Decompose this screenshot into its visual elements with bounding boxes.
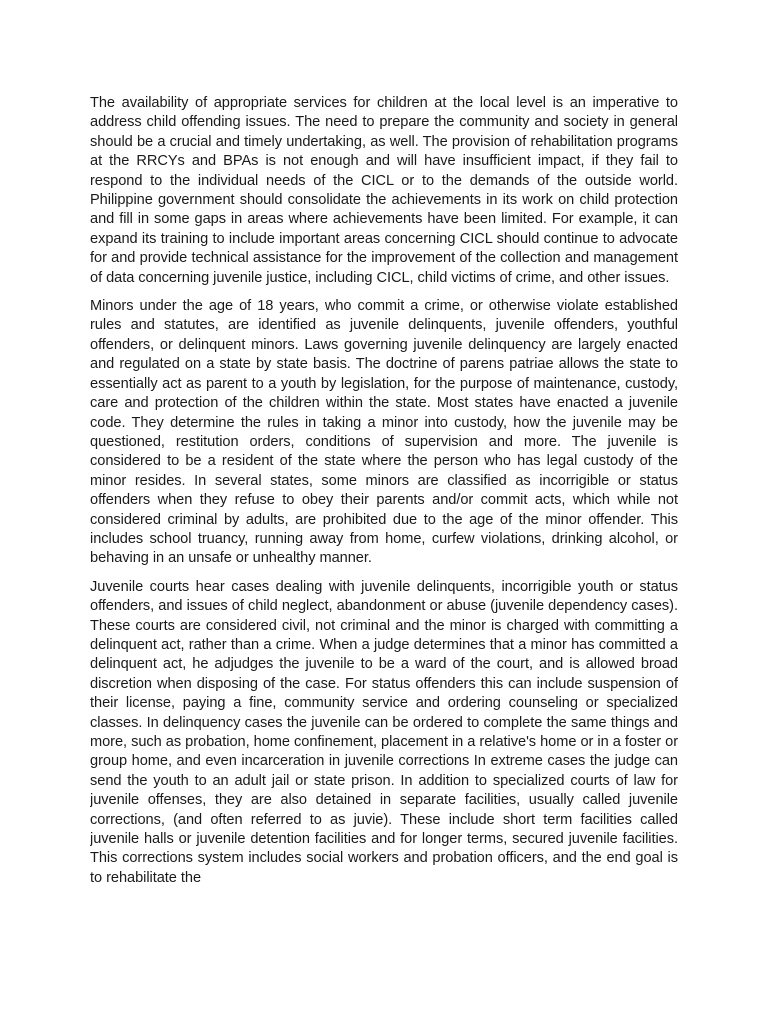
document-body: [90, 94, 678, 1014]
paragraph-2: Minors under the age of 18 years, who commit a crime, or otherwise violate established rules and statutes, are identified as juvenile delinquents, juvenile offenders, youthful offenders, or delinquent minors. Laws governing juvenile delinquency are largely enacted and regulated on a state by state basis. The doctrine of parens patriae allows the state to essentially act as parent to a youth by legislation, for the purpose of maintenance, custody, care and protection of the children within the state. Most states have enacted a juvenile code. They determine the rules in taking a minor into custody, how the juvenile may be questioned, restitution orders, conditions of supervision and more. The juvenile is considered to be a resident of the state where the person who has legal custody of the minor resides. In several states, some minors are classified as incorrigible or status offenders when they refuse to obey their parents and/or commit acts, which while not considered criminal by adults, are prohibited due to the age of the minor offender. This includes school truancy, running away from home, curfew violations, drinking alcohol, or behaving in an unsafe or unhealthy manner.: [90, 298, 678, 567]
paragraph-1: The availability of appropriate services for children at the local level is an imperative to address child offending issues. The need to prepare the community and society in general should be a crucial and timely undertaking, as well. The provision of rehabilitation programs at the RRCYs and BPAs is not enough and will have insufficient impact, if they fail to respond to the individual needs of the CICL or to the demands of the outside world. Philippine government should consolidate the achievements in its work on child protection and fill in some gaps in areas where achievements have been limited. For example, it can expand its training to include important areas concerning CICL should continue to advocate for and provide technical assistance for the improvement of the collection and management of data concerning juvenile justice, including CICL, child victims of crime, and other issues.: [90, 95, 678, 286]
paragraph-3: Juvenile courts hear cases dealing with juvenile delinquents, incorrigible youth or status offenders, and issues of child neglect, abandonment or abuse (juvenile dependency cases). These courts are considered civil, not criminal and the minor is charged with committing a delinquent act, rather than a crime. When a judge determines that a minor has committed a delinquent act, he adjudges the juvenile to be a ward of the court, and is allowed broad discretion when disposing of the case. For status offenders this can include suspension of their license, paying a fine, community service and ordering counseling or specialized classes. In delinquency cases the juvenile can be ordered to complete the same things and more, such as probation, home confinement, placement in a relative's home or in a foster or group home, and even incarceration in juvenile corrections In extreme cases the judge can send the youth to an adult jail or state prison. In addition to specialized courts of law for juvenile offenses, they are also detained in separate facilities, usually called juvenile corrections, (and often referred to as juvie). These include short term facilities called juvenile halls or juvenile detention facilities and for longer terms, secured juvenile facilities. This corrections system includes social workers and probation officers, and the end goal is to rehabilitate the: [90, 578, 678, 886]
